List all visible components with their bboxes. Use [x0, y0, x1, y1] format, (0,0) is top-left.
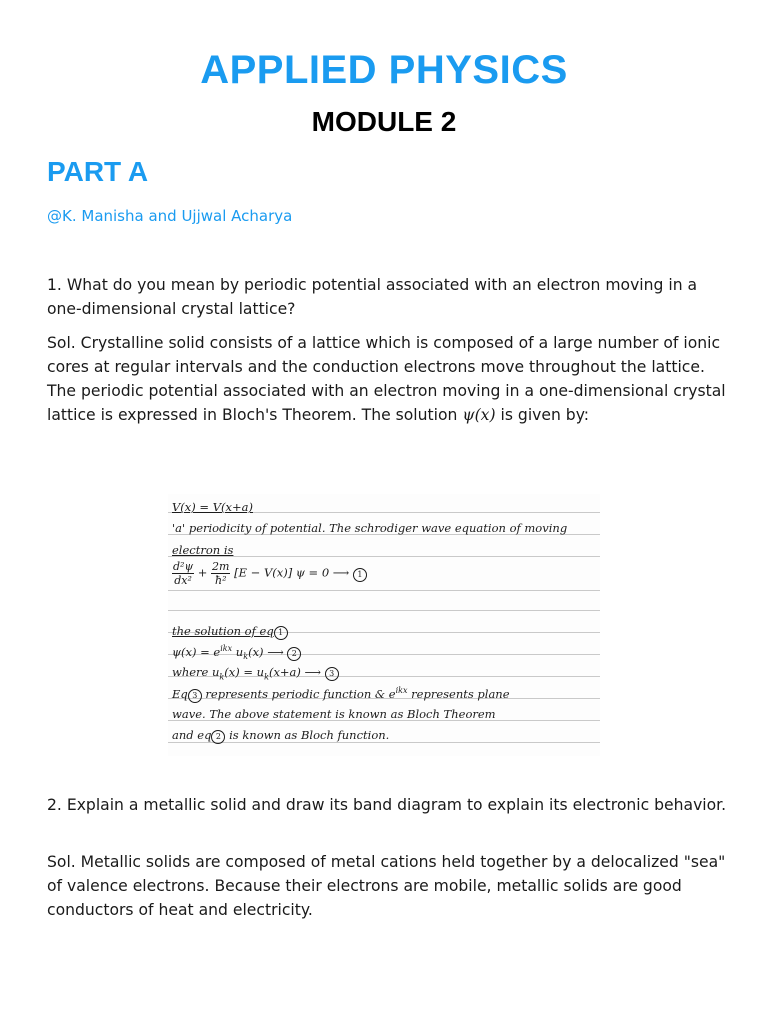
- notes-line: electron is: [172, 543, 234, 557]
- answer-1: [47, 331, 727, 427]
- psi-symbol: ψ(x): [462, 406, 496, 424]
- answer-1-text: Sol. Crystalline solid consists of a lattice which is composed of a large number of ionic cores at regular intervals and the conduction electrons move throughout the lattice. The periodic potential associated with an electron moving in a one-dimensional crystal lattice is expressed in Bloch's Theorem. The solution: [47, 334, 726, 424]
- notes-line: $\psi(x) = e^{ikx}$ $u_k(x)$ ⟶ 2: [172, 644, 301, 661]
- answer-2: Sol. Metallic solids are composed of metal cations held together by a delocalized "sea" of valence electrons. Because their electrons are mobile, metallic solids are good conductors of heat and electricity.: [47, 853, 726, 919]
- answer-1-tail: is given by:: [495, 406, 590, 424]
- part-heading: PART A: [47, 156, 149, 187]
- notes-line: Eq 3 represents periodic function & $e^{ikx}$ represents plane: [172, 686, 510, 701]
- page-title: APPLIED PHYSICS: [200, 48, 568, 92]
- notes-line: and eq 2 is known as Bloch function.: [172, 728, 390, 742]
- notes-line: wave. The above statement is known as Bloch Theorem: [172, 707, 496, 721]
- question-2: 2. Explain a metallic solid and draw its band diagram to explain its electronic behavior.: [47, 796, 727, 814]
- question-1: 1. What do you mean by periodic potential associated with an electron moving in a one-dimensional crystal lattice?: [47, 276, 698, 318]
- module-heading: MODULE 2: [311, 106, 457, 137]
- notes-line: 'a' periodicity of potential. The schrodiger wave equation of moving: [172, 521, 568, 535]
- notes-line: where $u_k(x) = u_k(x+a)$ ⟶ 3: [172, 665, 339, 681]
- handwritten-notes-image: [168, 494, 600, 756]
- notes-line: V(x) = V(x+a): [172, 500, 253, 514]
- authors-credit: @K. Manisha and Ujjwal Acharya: [47, 207, 293, 225]
- notes-line: the solution of eq 1: [172, 624, 288, 640]
- notes-equation-1: $\frac{\text{d²ψ}}{\text{dx²}}$ + $\frac{2m}{\text{ħ²}}$ [E − V(x)] ψ = 0 ⟶ 1: [172, 560, 367, 587]
